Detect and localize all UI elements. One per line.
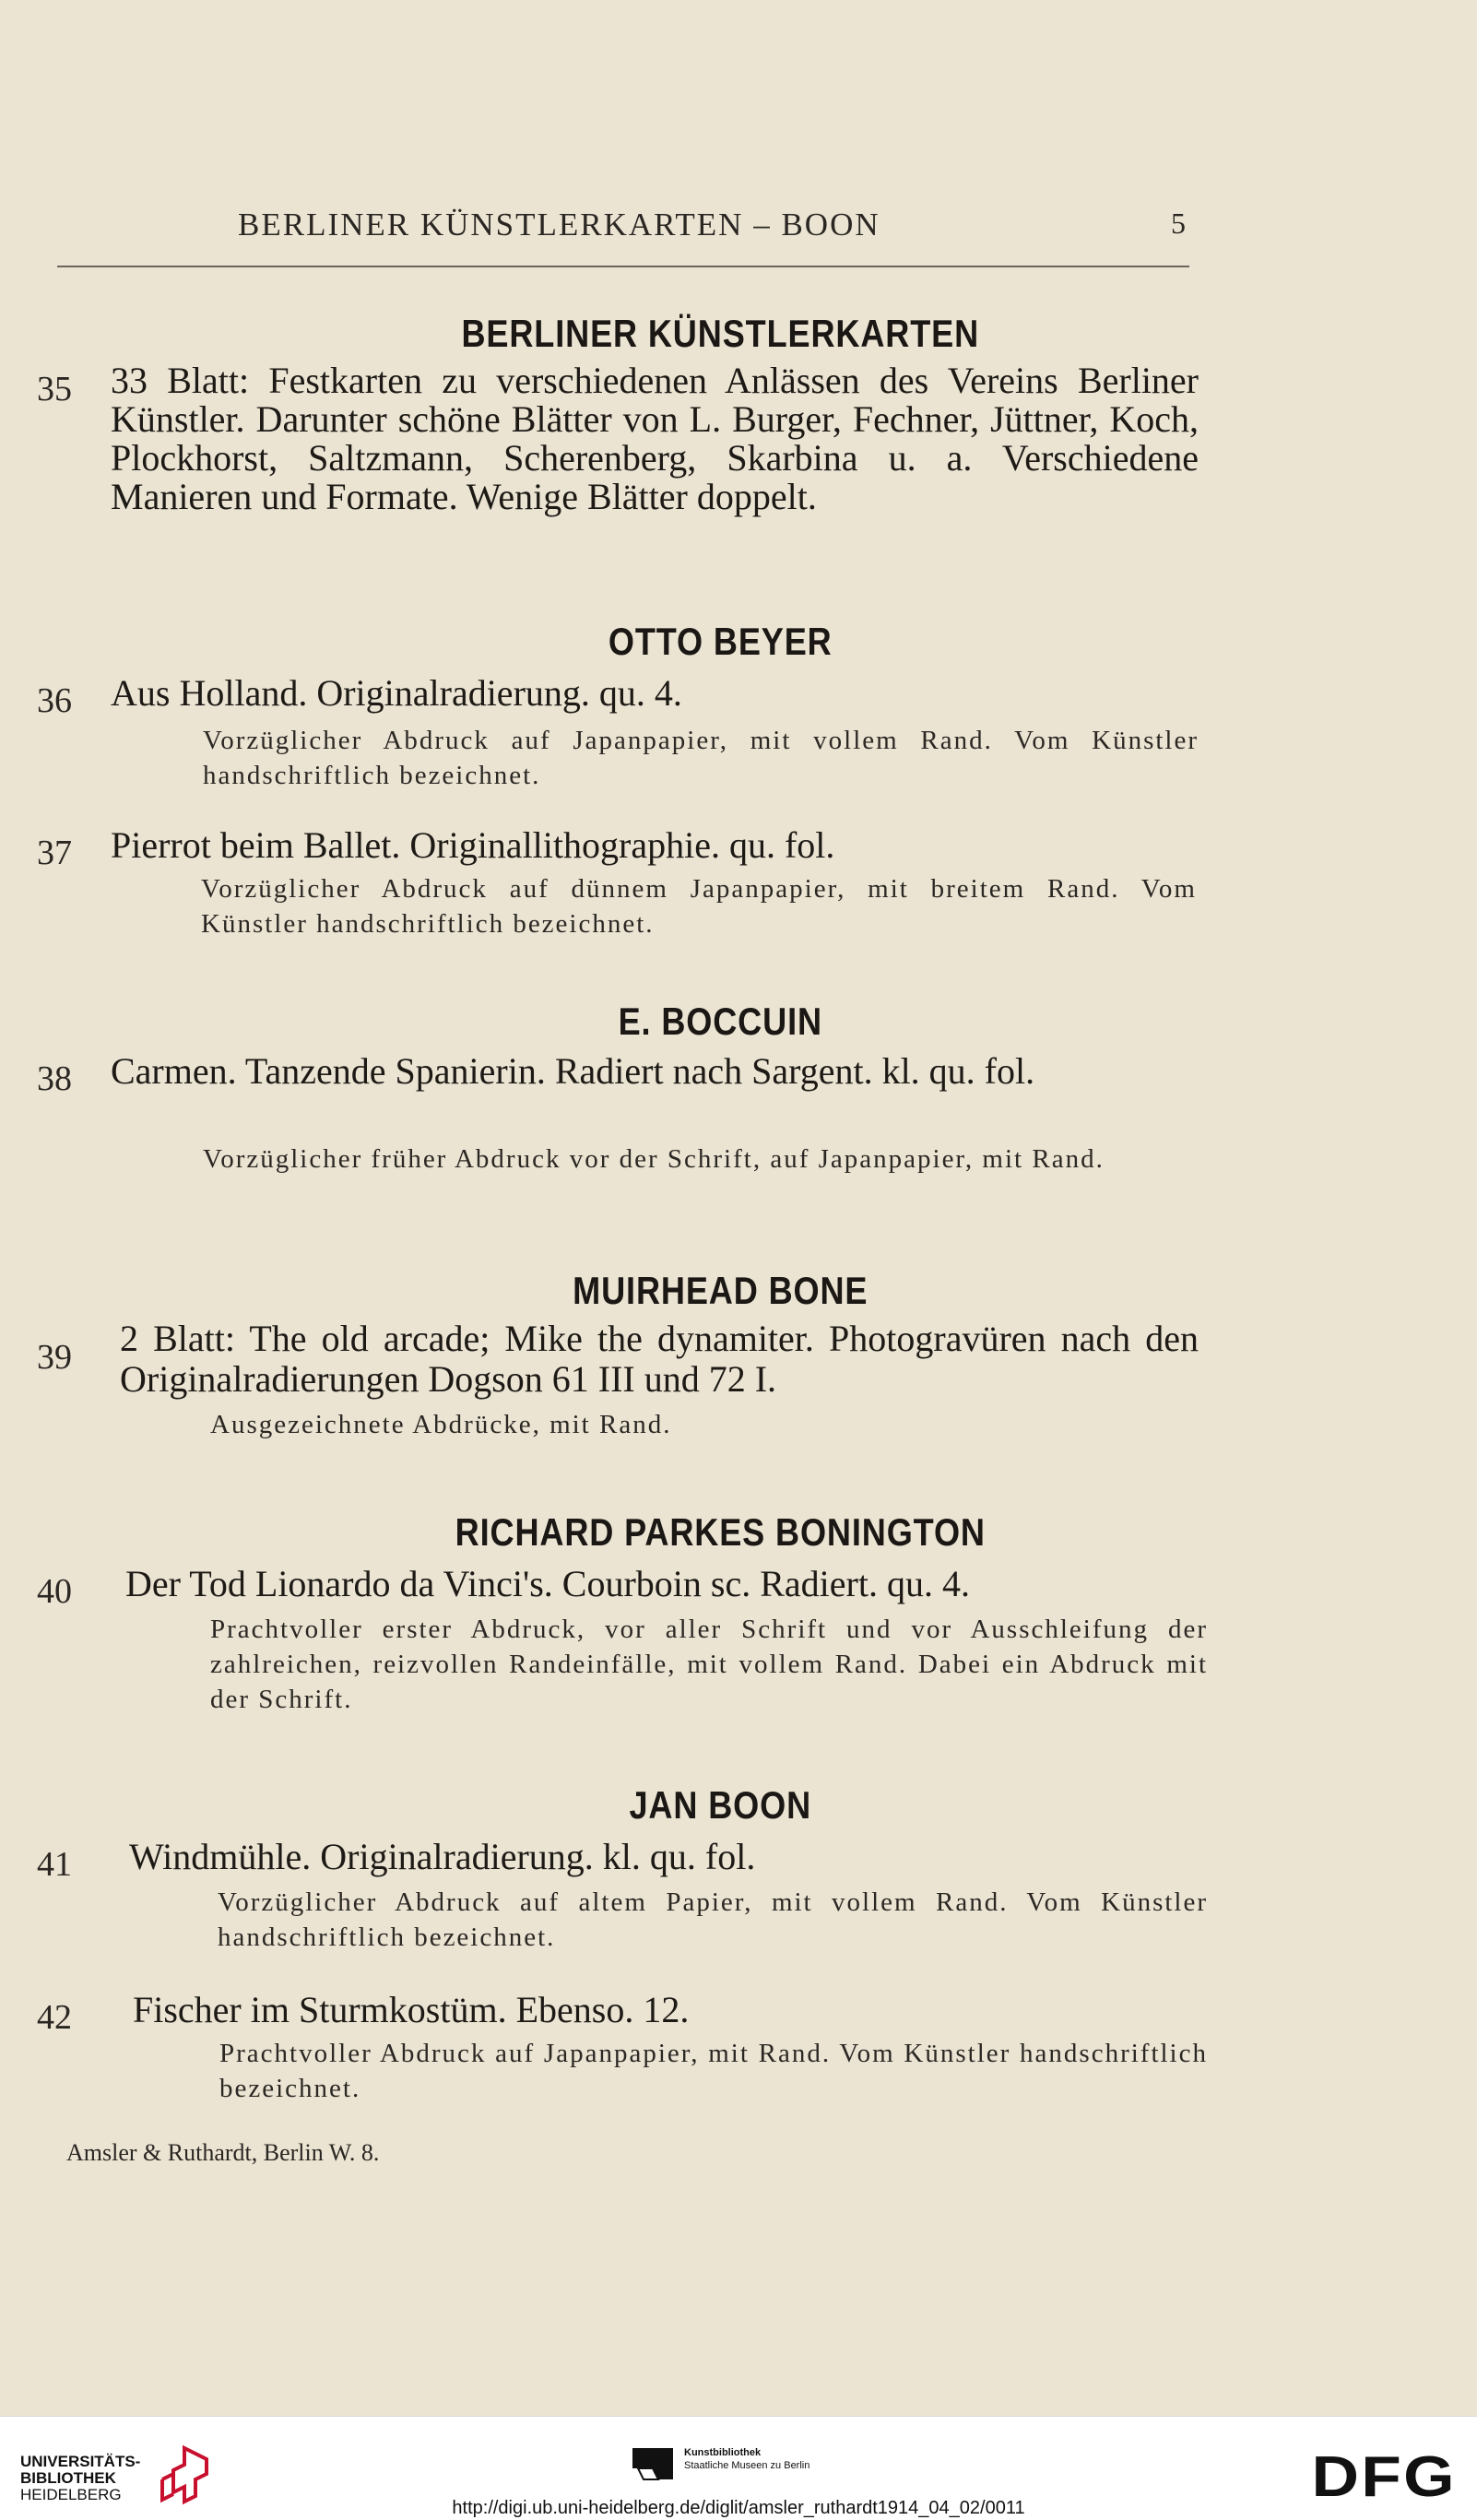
lot-title: Aus Holland. Originalradierung. qu. 4. [111, 672, 682, 714]
lot-number: 35 [37, 370, 72, 408]
kunstbibliothek-name: Kunstbibliothek [684, 2447, 762, 2458]
header-rule [57, 266, 1189, 267]
lot-description: Vorzüglicher Abdruck auf Japanpapier, mit vollem Rand. Vom Künstler handschriftlich bezeichnet. [203, 726, 1199, 790]
section-heading: RICHARD PARKES BONINGTON [455, 1510, 986, 1554]
lot-title: Fischer im Sturmkostüm. Ebenso. 12. [133, 1989, 690, 2030]
section-heading: BERLINER KÜNSTLERKARTEN [461, 312, 980, 355]
running-head [238, 207, 1188, 243]
lot-description: Vorzüglicher früher Abdruck vor der Schrift, auf Japanpapier, mit Rand. [203, 1144, 1105, 1174]
lot-description: Prachtvoller Abdruck auf Japanpapier, mit Rand. Vom Künstler handschriftlich bezeichnet. [219, 2039, 1208, 2103]
lot-number: 41 [37, 1845, 72, 1884]
kunstbibliothek-mark-icon [631, 2443, 677, 2485]
lot-description: Ausgezeichnete Abdrücke, mit Rand. [210, 1410, 672, 1439]
kunstbibliothek-logo[interactable] [631, 2443, 870, 2489]
lot-title: 33 Blatt: Festkarten zu verschiedenen Anlässen des Vereins Berliner Künstler. Darunter schöne Blätter von L. Burger, Fechner, Jüttner, Koch, Plockhorst, Saltzmann, Scherenberg, Skarbina u. a. Verschiedene Manieren und Formate. Wenige Blätter doppelt. [111, 360, 1199, 517]
section-heading: MUIRHEAD BONE [573, 1269, 868, 1312]
section-heading: JAN BOON [629, 1783, 812, 1827]
lot-number: 42 [37, 1998, 72, 2037]
lot-number: 36 [37, 681, 72, 720]
lot-number: 38 [37, 1059, 72, 1098]
lot-number: 37 [37, 834, 72, 872]
lot-description: Prachtvoller erster Abdruck, vor aller Schrift und vor Ausschleifung der zahlreichen, reizvollen Randeinfälle, mit vollem Rand. Dabei ein Abdruck mit der Schrift. [210, 1615, 1208, 1714]
dfg-logo[interactable]: DFG [1311, 2445, 1457, 2509]
lot-title: Der Tod Lionardo da Vinci's. Courboin sc. Radiert. qu. 4. [125, 1563, 970, 1604]
university-library-logo[interactable] [20, 2433, 214, 2507]
lot-title: Pierrot beim Ballet. Originallithographie. qu. fol. [111, 824, 835, 866]
lot-title: Windmühle. Originalradierung. kl. qu. fol. [129, 1836, 756, 1877]
lot-title: 2 Blatt: The old arcade; Mike the dynamiter. Photogravüren nach den Originalradierungen Dogson 61 III und 72 I. [120, 1318, 1199, 1400]
section-heading: OTTO BEYER [608, 620, 833, 663]
lot-number: 39 [37, 1338, 72, 1377]
logo-line: HEIDELBERG [20, 2486, 122, 2503]
page-number: 5 [1171, 207, 1188, 240]
lot-number: 40 [37, 1572, 72, 1611]
publisher-imprint: Amsler & Ruthardt, Berlin W. 8. [66, 2139, 380, 2166]
kunstbibliothek-subtitle: Staatliche Museen zu Berlin [684, 2460, 810, 2471]
lot-description: Vorzüglicher Abdruck auf altem Papier, mit vollem Rand. Vom Künstler handschriftlich bezeichnet. [218, 1887, 1208, 1952]
lot-title: Carmen. Tanzende Spanierin. Radiert nach Sargent. kl. qu. fol. [111, 1050, 1035, 1092]
logo-line: BIBLIOTHEK [20, 2469, 116, 2487]
logo-line: UNIVERSITÄTS- [20, 2453, 141, 2470]
lot-description: Vorzüglicher Abdruck auf dünnem Japanpapier, mit breitem Rand. Vom Künstler handschriftlich bezeichnet. [201, 874, 1197, 939]
source-url-link[interactable]: http://digi.ub.uni-heidelberg.de/diglit/amsler_ruthardt1914_04_02/0011 [452, 2498, 1025, 2518]
viewer-footer [0, 2416, 1477, 2520]
running-head-title: BERLINER KÜNSTLERKARTEN – BOON [238, 207, 880, 243]
section-heading: E. BOCCUIN [618, 1000, 822, 1043]
